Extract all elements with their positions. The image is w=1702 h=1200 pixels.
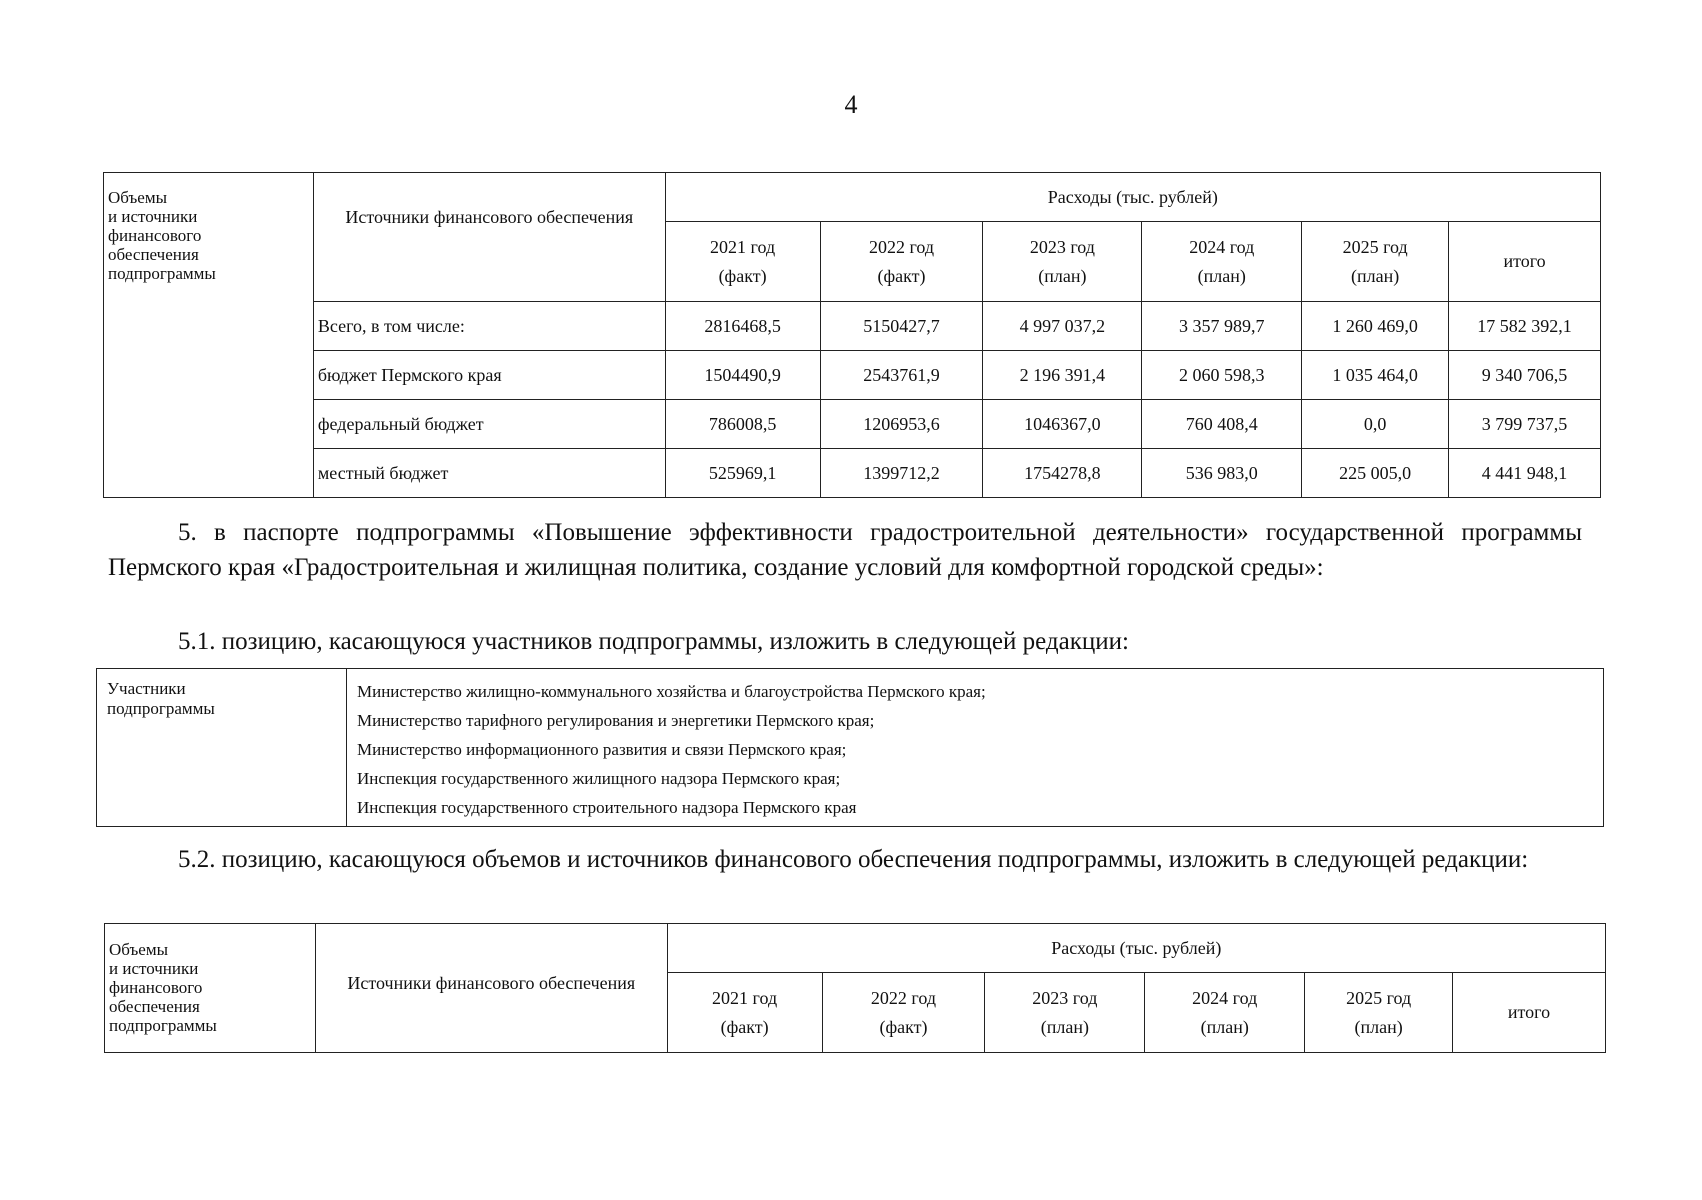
row-label: федеральный бюджет [313,400,665,449]
year-header: 2023 год (план) [983,222,1142,302]
label-line: обеспечения [108,245,199,265]
value-cell: 3 357 989,7 [1142,302,1302,351]
label-line: финансового [108,226,202,246]
year-header: 2023 год (план) [985,973,1145,1053]
value-cell: 786008,5 [665,400,820,449]
value-cell: 2543761,9 [820,351,983,400]
table-label-cell [105,924,316,1053]
label-line: и источники [108,207,198,227]
value-cell: 525969,1 [665,449,820,498]
year-header: 2022 год (факт) [820,222,983,302]
paragraph-5-2: 5.2. позицию, касающуюся объемов и источников финансового обеспечения подпрограммы, изложить в следующей редакции: [178,846,1529,873]
total-cell: 9 340 706,5 [1449,351,1601,400]
paragraph-5: 5. в паспорте подпрограммы «Повышение эффективности градостроительной деятельности» государственной программы Пермского края «Градостроительная и жилищная политика, создание условий для комфортной городской среды»: [108,519,1582,581]
year-header: 2025 год (план) [1302,222,1449,302]
total-header: итого [1453,973,1606,1053]
label-line: Объемы [109,940,169,959]
label-line: обеспечения [109,997,200,1017]
value-cell: 2816468,5 [665,302,820,351]
value-cell: 225 005,0 [1302,449,1449,498]
total-header: итого [1449,222,1601,302]
total-cell: 3 799 737,5 [1449,400,1601,449]
total-cell: 4 441 948,1 [1449,449,1601,498]
total-cell: 17 582 392,1 [1449,302,1601,351]
year-header: 2024 год (план) [1142,222,1302,302]
list-item: Министерство тарифного регулирования и энергетики Пермского края; [357,711,875,730]
row-label: местный бюджет [313,449,665,498]
label-line: подпрограммы [108,264,216,284]
financing-table-new [104,923,1606,1053]
participants-list [347,669,1604,827]
value-cell: 1206953,6 [820,400,983,449]
participants-label: Участники подпрограммы [97,669,347,827]
value-cell: 2 196 391,4 [983,351,1142,400]
financing-table-current [103,172,1601,498]
row-label: бюджет Пермского края [313,351,665,400]
expenses-header: Расходы (тыс. рублей) [667,924,1605,973]
year-header: 2022 год (факт) [822,973,985,1053]
table-row [104,302,1601,351]
label-line: Объемы [108,188,168,207]
table-row [104,400,1601,449]
table-label-cell [104,173,314,498]
label-line: финансового [109,978,203,998]
year-header: 2025 год (план) [1305,973,1453,1053]
list-item: Инспекция государственного жилищного надзора Пермского края; [357,769,841,788]
value-cell: 0,0 [1302,400,1449,449]
value-cell: 1504490,9 [665,351,820,400]
list-item: Министерство жилищно-коммунального хозяйства и благоустройства Пермского края; [357,682,986,701]
page-number: 4 [844,90,858,119]
sources-header: Источники финансового обеспечения [313,173,665,302]
participants-table [96,668,1604,827]
expenses-header: Расходы (тыс. рублей) [665,173,1600,222]
value-cell: 2 060 598,3 [1142,351,1302,400]
list-item: Инспекция государственного строительного надзора Пермского края [357,798,857,817]
year-header: 2024 год (план) [1145,973,1305,1053]
sources-header: Источники финансового обеспечения [315,924,667,1053]
year-header: 2021 год (факт) [667,973,822,1053]
value-cell: 5150427,7 [820,302,983,351]
value-cell: 1 035 464,0 [1302,351,1449,400]
value-cell: 1046367,0 [983,400,1142,449]
list-item: Министерство информационного развития и связи Пермского края; [357,740,847,759]
table-row [104,351,1601,400]
table-row [104,449,1601,498]
row-label: Всего, в том числе: [313,302,665,351]
value-cell: 1754278,8 [983,449,1142,498]
value-cell: 536 983,0 [1142,449,1302,498]
paragraph-5-1: 5.1. позицию, касающуюся участников подпрограммы, изложить в следующей редакции: [178,628,1129,655]
label-line: подпрограммы [109,1016,217,1036]
value-cell: 4 997 037,2 [983,302,1142,351]
value-cell: 760 408,4 [1142,400,1302,449]
value-cell: 1 260 469,0 [1302,302,1449,351]
label-line: и источники [109,959,199,979]
year-header: 2021 год (факт) [665,222,820,302]
value-cell: 1399712,2 [820,449,983,498]
